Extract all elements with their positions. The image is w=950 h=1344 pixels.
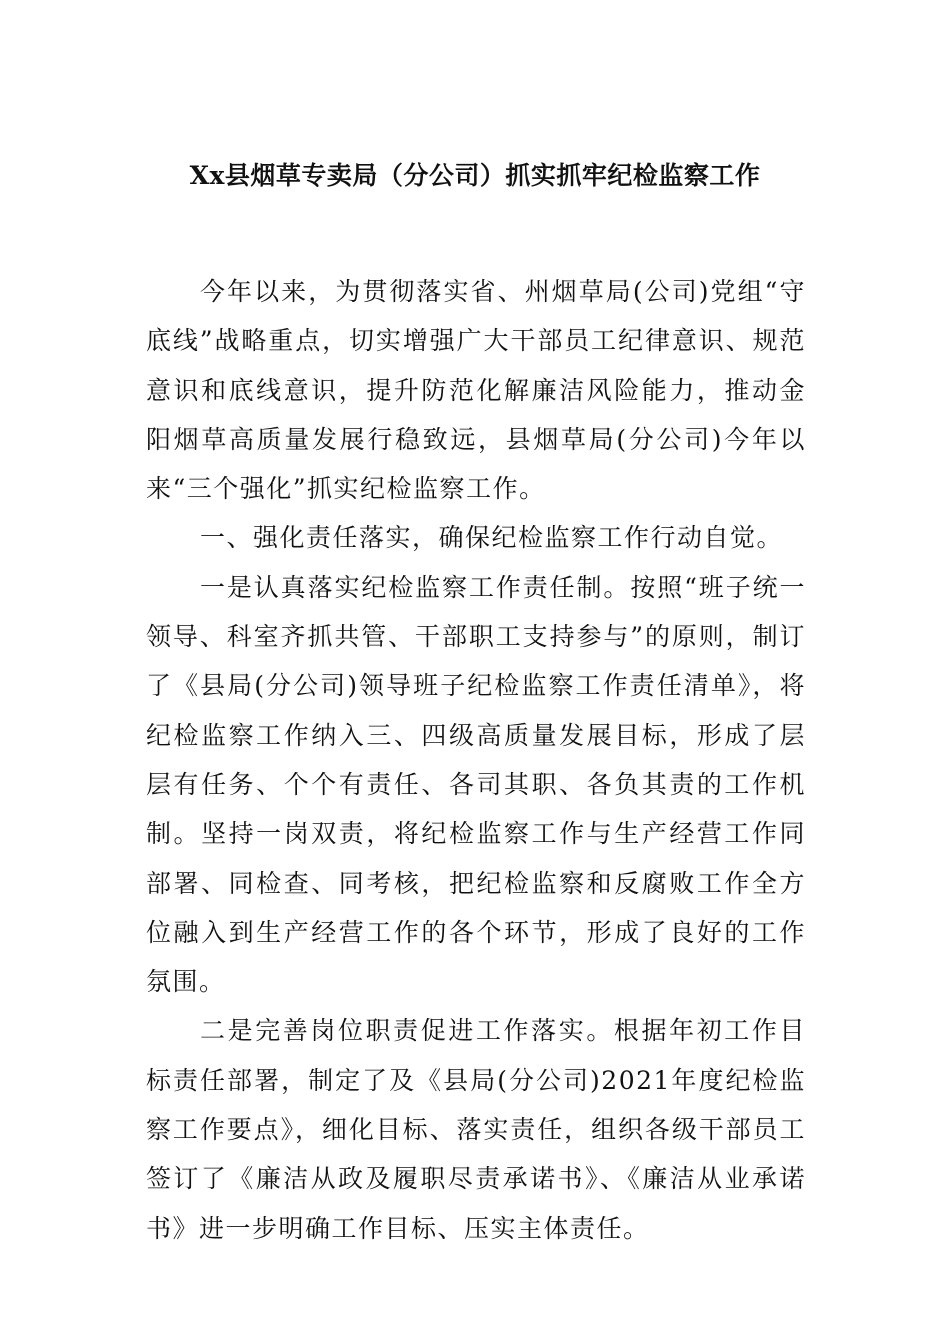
section-heading-1: 一、强化责任落实，确保纪检监察工作行动自觉。	[200, 523, 784, 553]
paragraph-responsibility: 一是认真落实纪检监察工作责任制。按照“班子统一领导、科室齐抓共管、干部职工支持参与”的原则，制订了《县局(分公司)领导班子纪检监察工作责任清单》，将纪检监察工作纳入三、四级高质量发展目标，形成了层层有任务、个个有责任、各司其职、各负其责的工作机制。坚持一岗双责，将纪检监察工作与生产经营工作同部署、同检查、同考核，把纪检监察和反腐败工作全方位融入到生产经营工作的各个环节，形成了良好的工作氛围。	[146, 572, 806, 997]
paragraph-job-duties: 二是完善岗位职责促进工作落实。根据年初工作目标责任部署，制定了及《县局(分公司)2021年度纪检监察工作要点》，细化目标、落实责任，组织各级干部员工签订了《廉洁从政及履职尽责承诺书》、《廉洁从业承诺书》进一步明确工作目标、压实主体责任。	[146, 1016, 806, 1243]
document-title: Xx县烟草专卖局（分公司）抓实抓牢纪检监察工作	[189, 161, 761, 190]
paragraph-intro: 今年以来，为贯彻落实省、州烟草局(公司)党组“守底线”战略重点，切实增强广大干部员工纪律意识、规范意识和底线意识，提升防范化解廉洁风险能力，推动金阳烟草高质量发展行稳致远，县烟草局(分公司)今年以来“三个强化”抓实纪检监察工作。	[146, 277, 806, 504]
document-body	[146, 267, 806, 1253]
